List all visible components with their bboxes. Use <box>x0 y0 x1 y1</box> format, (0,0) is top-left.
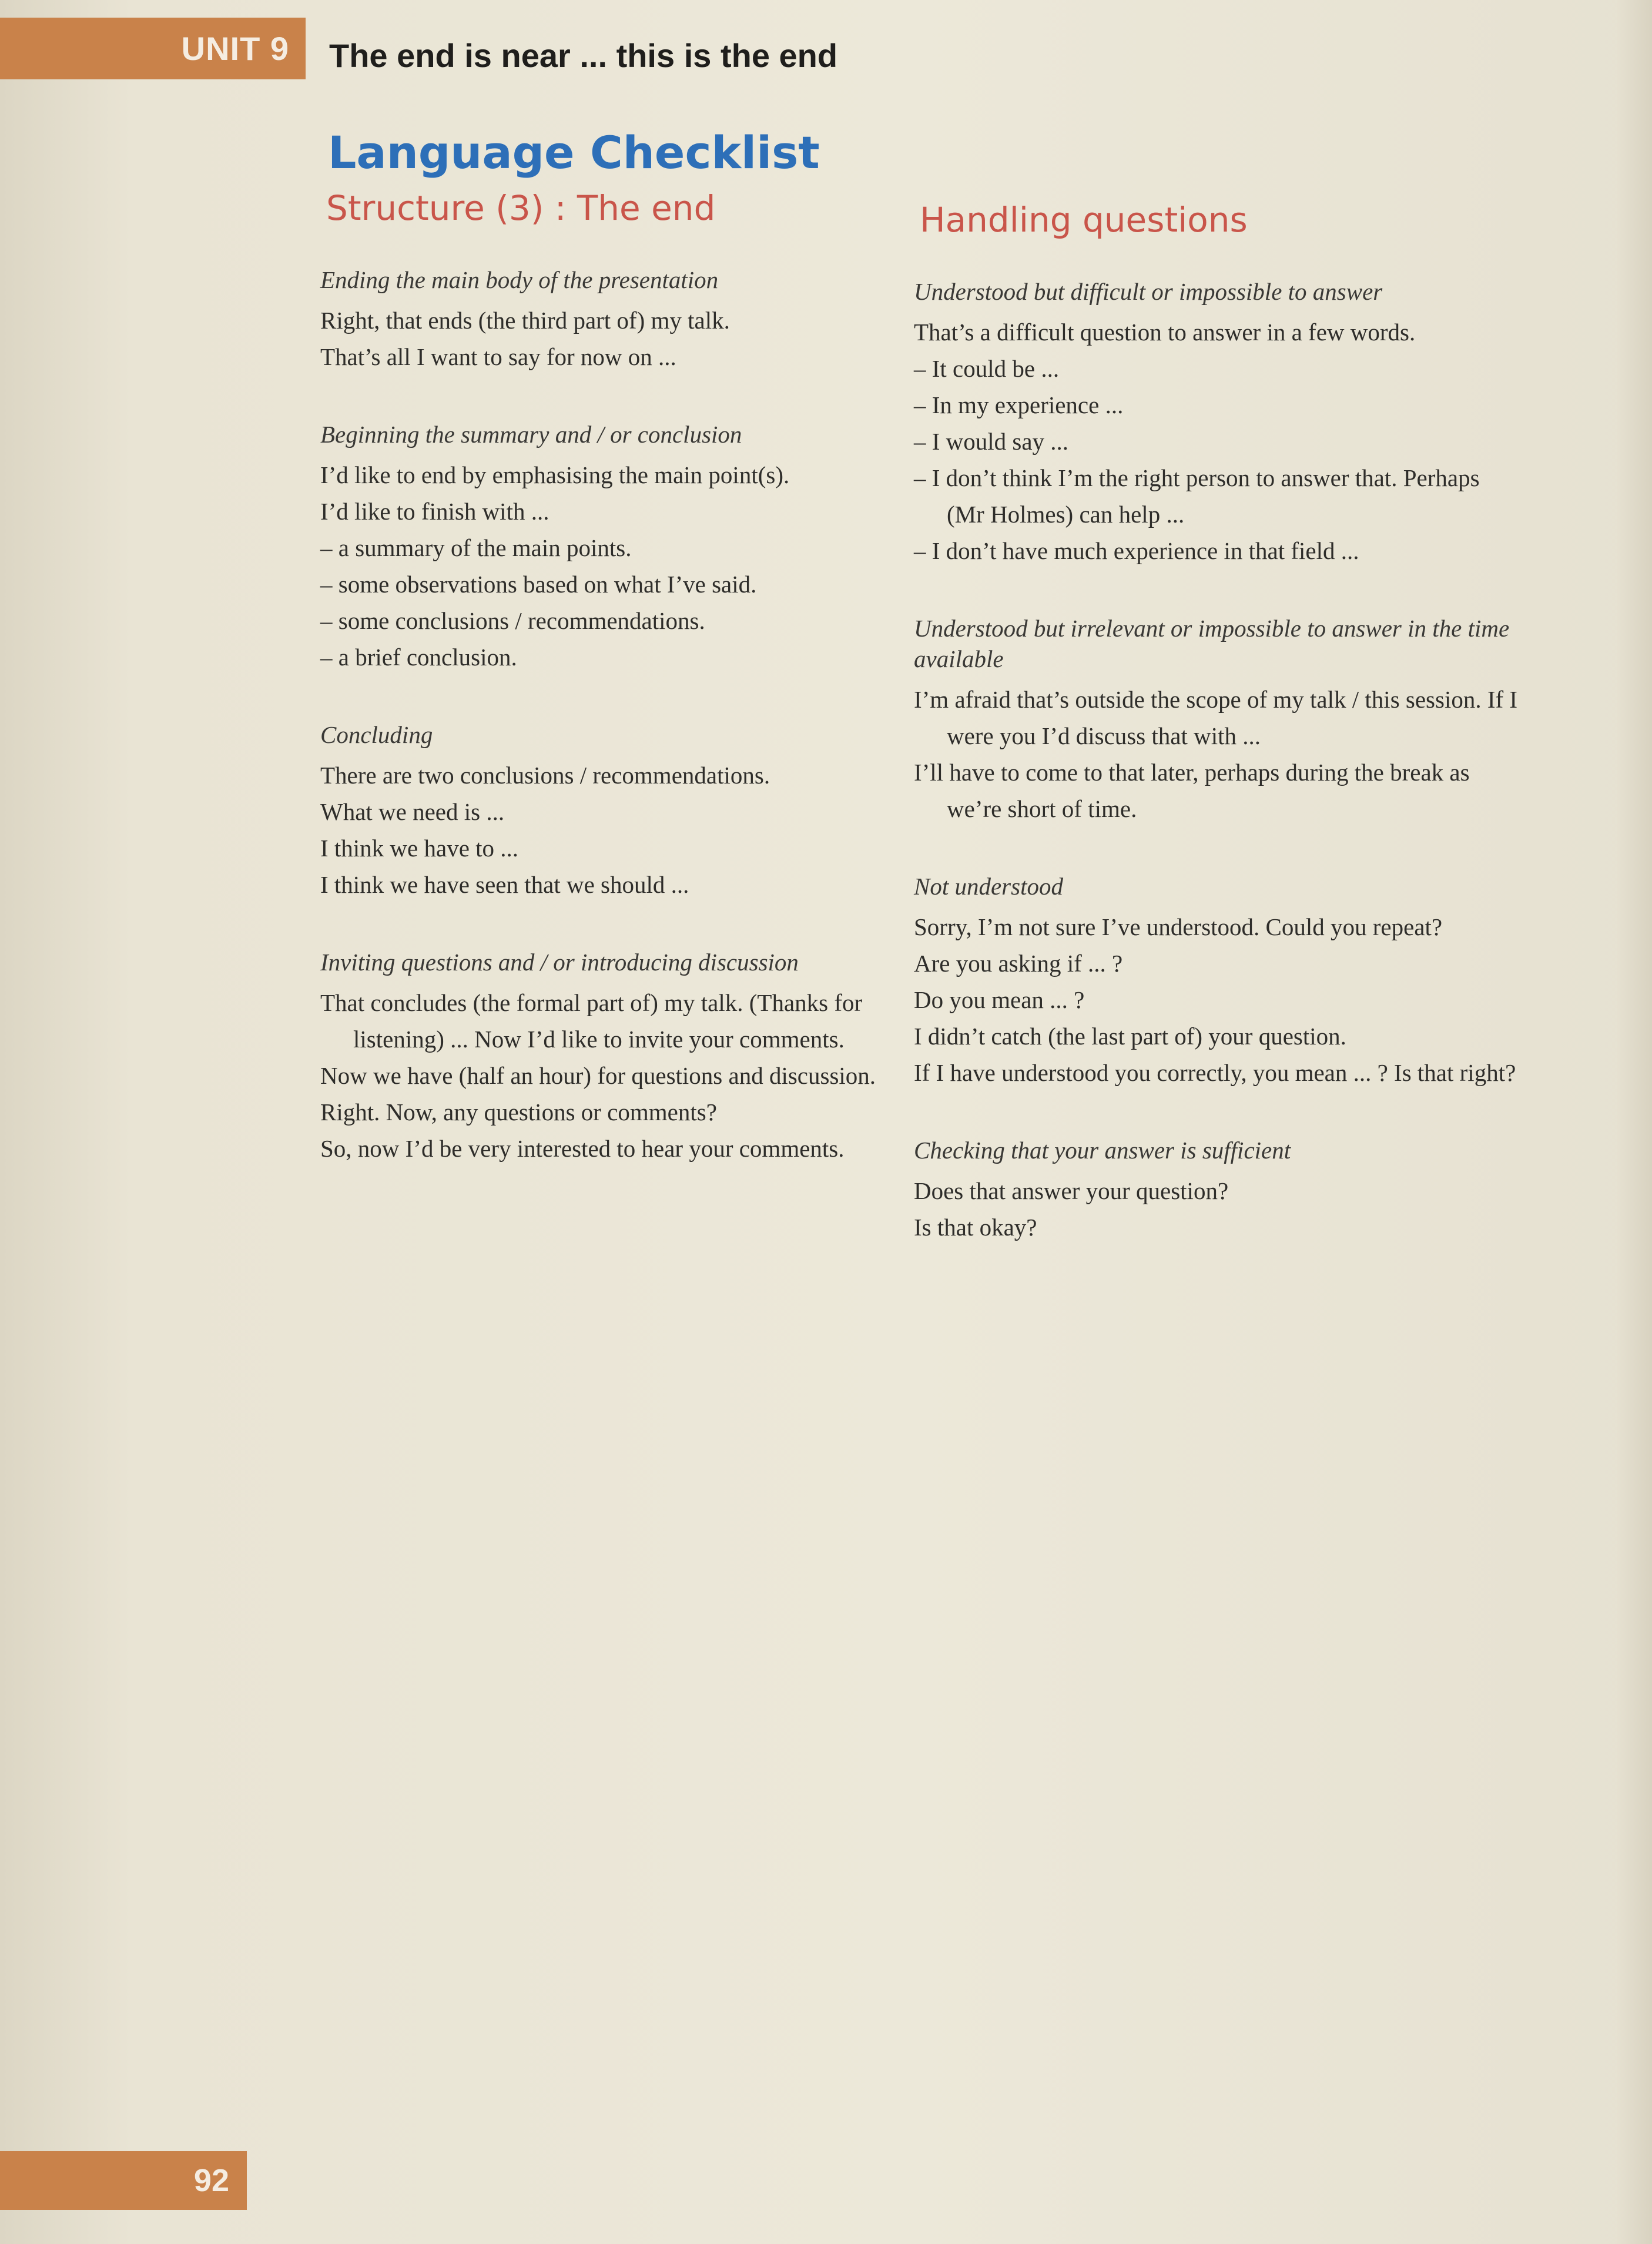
block-irrelevant <box>902 613 1519 827</box>
section-heading-handling-questions: Handling questions <box>920 200 1248 240</box>
phrase-line: – some observations based on what I’ve said. <box>320 571 757 598</box>
subheading: Checking that your answer is sufficient <box>914 1137 1291 1164</box>
phrase-line: That concludes (the formal part of) my talk. (Thanks for listening) ... Now I’d like to invite your comments. <box>320 989 863 1053</box>
phrase-line: Do you mean ... ? <box>914 986 1085 1013</box>
phrase-line: I think we have to ... <box>320 835 519 862</box>
subheading: Not understood <box>914 873 1063 900</box>
phrase-line: I’m afraid that’s outside the scope of my talk / this session. If I were you I’d discuss that with ... <box>914 686 1518 749</box>
phrase-line: – I don’t think I’m the right person to answer that. Perhaps (Mr Holmes) can help ... <box>914 464 1480 528</box>
page-title: Language Checklist <box>328 126 820 179</box>
left-column <box>309 188 902 1211</box>
phrase-line: I didn’t catch (the last part of) your question. <box>914 1023 1346 1050</box>
block-not-understood <box>902 871 1519 1091</box>
subheading: Inviting questions and / or introducing discussion <box>320 949 799 976</box>
block-beginning-summary <box>309 419 902 675</box>
section-heading-structure: Structure (3) : The end <box>326 188 716 228</box>
page-number: 92 <box>193 2163 229 2198</box>
phrase-line: I think we have seen that we should ... <box>320 871 689 898</box>
phrase-line: So, now I’d be very interested to hear your comments. <box>320 1135 845 1162</box>
unit-tab <box>0 18 306 79</box>
phrase-line: That’s all I want to say for now on ... <box>320 343 676 370</box>
phrase-line: – a brief conclusion. <box>320 644 517 671</box>
phrase-line: – It could be ... <box>914 355 1060 382</box>
phrase-line: That’s a difficult question to answer in a few words. <box>914 319 1416 346</box>
phrase-line: Sorry, I’m not sure I’ve understood. Could you repeat? <box>914 913 1443 940</box>
phrase-line: – In my experience ... <box>914 391 1124 418</box>
subheading: Beginning the summary and / or conclusion <box>320 421 742 448</box>
phrase-line: – I don’t have much experience in that field ... <box>914 537 1359 564</box>
phrase-line: Is that okay? <box>914 1214 1037 1241</box>
right-column <box>902 188 1519 1290</box>
block-inviting-questions <box>309 947 902 1167</box>
phrase-line: I’d like to end by emphasising the main point(s). <box>320 461 790 488</box>
phrase-line: – I would say ... <box>914 428 1069 455</box>
subheading: Concluding <box>320 721 433 748</box>
phrase-line: I’ll have to come to that later, perhaps during the break as we’re short of time. <box>914 759 1470 822</box>
phrase-line: Now we have (half an hour) for questions and discussion. <box>320 1062 876 1089</box>
block-concluding <box>309 719 902 903</box>
block-difficult-to-answer <box>902 276 1519 569</box>
phrase-line: Right, that ends (the third part of) my talk. <box>320 307 730 334</box>
phrase-line: I’d like to finish with ... <box>320 498 549 525</box>
phrase-line: Are you asking if ... ? <box>914 950 1123 977</box>
phrase-line: If I have understood you correctly, you mean ... ? Is that right? <box>914 1059 1516 1086</box>
page-number-tab <box>0 2151 247 2210</box>
phrase-line: – some conclusions / recommendations. <box>320 607 705 634</box>
block-ending-main-body <box>309 264 902 375</box>
phrase-line: What we need is ... <box>320 798 505 825</box>
subheading: Understood but difficult or impossible to answer <box>914 278 1383 305</box>
phrase-line: – a summary of the main points. <box>320 534 632 561</box>
unit-title: The end is near ... this is the end <box>329 37 838 74</box>
page-spine-shadow <box>1617 0 1652 2244</box>
unit-label: UNIT 9 <box>181 30 289 67</box>
subheading: Understood but irrelevant or impossible to answer in the time available <box>914 615 1510 672</box>
block-checking-answer <box>902 1135 1519 1245</box>
subheading: Ending the main body of the presentation <box>320 266 719 293</box>
phrase-line: There are two conclusions / recommendations. <box>320 762 770 789</box>
phrase-line: Right. Now, any questions or comments? <box>320 1098 717 1126</box>
phrase-line: Does that answer your question? <box>914 1177 1229 1204</box>
